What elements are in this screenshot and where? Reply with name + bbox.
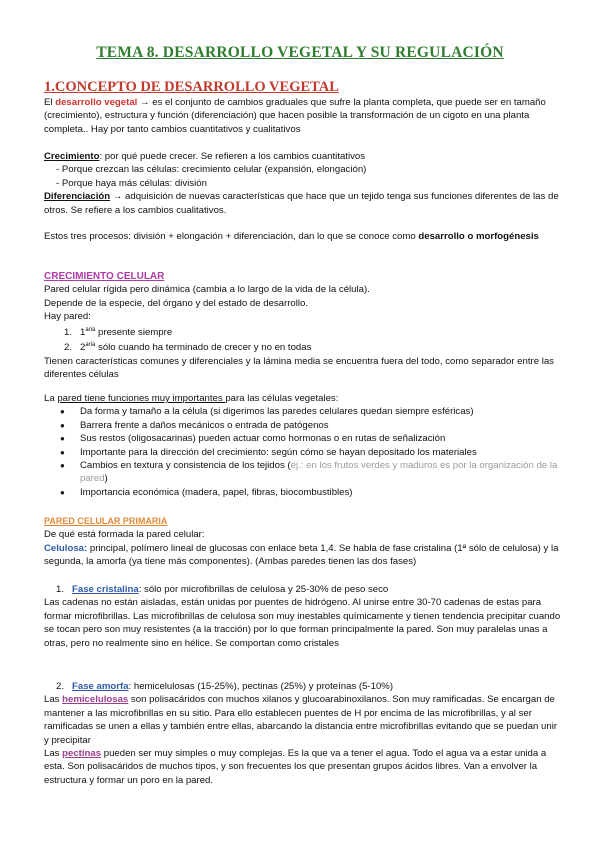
- term-pectinas: pectinas: [62, 748, 102, 760]
- text: Las: [44, 748, 63, 760]
- list-item: - Porque haya más células: división: [56, 177, 207, 189]
- list-number: 1.: [64, 326, 73, 338]
- section-fase-amorfa: [44, 680, 564, 787]
- list-item: - Porque crezcan las células: crecimiento celular (expansión, elongación): [56, 164, 367, 176]
- paragraph-pectinas: [44, 747, 564, 787]
- list-item: [44, 339, 564, 355]
- list-number: 2.: [56, 681, 65, 692]
- funciones-intro: [44, 392, 564, 405]
- list-item: ● Barrera frente a daños mecánicos o entrada de patógenos: [44, 419, 564, 432]
- term-desarrollo-vegetal: desarrollo vegetal: [55, 97, 138, 108]
- text: : por qué puede crecer. Se refieren a los cambios cuantitativos: [99, 151, 366, 162]
- section-fase-cristalina: [44, 583, 564, 650]
- line: Tienen características comunes y diferenciales y la lámina media se encuentra fuera del todo, como separador entre las diferentes células: [44, 355, 554, 381]
- text: → es el conjunto de cambios graduales que sufre la planta completa, que puede ser en tamaño (crecimiento), estructura y función (diferenciación) que hacen posible la transformación de un cigoto en una planta completa.. Hay por tanto cambios cuantitativos y cualitativos: [44, 97, 546, 135]
- list-item: ● Importante para la dirección del crecimiento: según cómo se hayan depositado los materiales: [44, 446, 564, 459]
- list-number: 1.: [56, 584, 65, 595]
- term-diferenciacion: Diferenciación: [44, 191, 111, 203]
- text: pueden ser muy simples o muy complejas. Es la que va a tener el agua. Todo el agua va a estar unida a esta. Son polisacáridos de muchos tipos, y son frecuentes los que presentan grupos ácidos libres. Van a envolver la estructura y formar un poro en la pared.: [44, 748, 547, 786]
- text: son polisacáridos con muchos xilanos y glucoarabinoxilanos. Son muy ramificadas. Se encargan de mantener a las microfibrillas en su sitio. Para ello establecen puentes de H por encima de las microfibrillas, y al ser ramificadas se unen a ellas y también entre ellas, abarcando la distancia entre microfibrillas evitando que se puedan unir y precipitar: [44, 694, 558, 746]
- text: El: [44, 97, 56, 108]
- superscript: aria: [85, 326, 96, 333]
- list-item: ● Sus restos (oligosacarinas) pueden actuar como hormonas o en rutas de señalización: [44, 432, 564, 445]
- funciones-list: [44, 405, 564, 499]
- term-hemicelulosas: hemicelulosas: [62, 694, 129, 706]
- list-item: [44, 324, 564, 340]
- term-crecimiento: Crecimiento: [44, 151, 100, 162]
- text: principal, polímero lineal de glucosas con enlace beta 1,4. Se habla de fase cristalina (1ª sólo de celulosa) y la segunda, la amorfa (ya tiene más componentes). (Ambas paredes tienen las dos fases): [44, 542, 559, 568]
- text: Estos tres procesos: división + elongación + diferenciación, dan lo que se conoce como: [44, 231, 419, 242]
- fase-amorfa-heading: [44, 680, 564, 693]
- paragraph-desarrollo: [44, 96, 564, 136]
- text: 1: [80, 326, 86, 338]
- section-crecimiento-celular: [44, 270, 564, 382]
- paragraph-tres-procesos: [44, 230, 564, 243]
- list-number: 2.: [64, 342, 73, 354]
- term-celulosa: Celulosa:: [44, 542, 88, 554]
- list-item: [44, 459, 564, 486]
- term-morfogenesis: desarrollo o morfogénesis: [418, 231, 539, 242]
- section-heading-crecimiento-celular: CRECIMIENTO CELULAR: [44, 271, 165, 282]
- text: → adquisición de nuevas características que hace que un tejido tenga sus funciones diferentes de las de otros. Se refiere a los cambios cualitativos.: [44, 191, 559, 216]
- term-fase-cristalina: Fase cristalina: [72, 584, 139, 595]
- line: Pared celular rígida pero dinámica (cambia a lo largo de la vida de la célula).: [44, 284, 370, 296]
- list-crecimiento: [44, 163, 564, 190]
- text-example: ej.: en los frutos verdes y maduros es por la organización de la pared: [80, 460, 558, 485]
- line: Hay pared:: [44, 311, 91, 323]
- paragraph-celulosa: [44, 542, 564, 569]
- line: De qué está formada la pared celular:: [44, 529, 205, 541]
- section-heading-concepto: 1.CONCEPTO DE DESARROLLO VEGETAL: [44, 79, 339, 95]
- line: Depende de la especie, del órgano y del estado de desarrollo.: [44, 297, 309, 309]
- text-underlined: pared tiene funciones muy importantes: [57, 393, 226, 404]
- section-pared-primaria: [44, 515, 564, 569]
- text: 2: [80, 342, 86, 354]
- text: Las: [44, 694, 63, 706]
- pared-list: [44, 324, 564, 355]
- paragraph-hemicelulosas: [44, 693, 564, 747]
- text: presente siempre: [95, 326, 173, 338]
- term-fase-amorfa: Fase amorfa: [72, 681, 129, 692]
- text: Cambios en textura y consistencia de los tejidos (: [80, 460, 291, 472]
- text: : sólo por microfibrillas de celulosa y 25-30% de peso seco: [138, 584, 389, 595]
- fase-cristalina-heading: [44, 583, 564, 596]
- text: ): [104, 473, 108, 485]
- superscript: aria: [85, 342, 96, 349]
- paragraph-crecimiento: [44, 150, 564, 217]
- text: sólo cuando ha terminado de crecer y no en todas: [95, 342, 312, 354]
- list-item: ● Da forma y tamaño a la célula (si digerimos las paredes celulares quedan siempre esféricas): [44, 405, 564, 418]
- text: : hemicelulosas (15-25%), pectinas (25%) y proteínas (5-10%): [128, 681, 394, 692]
- text: La: [44, 393, 58, 404]
- text: para las células vegetales:: [225, 393, 339, 404]
- paragraph-fase-cristalina: Las cadenas no están aisladas, están unidas por puentes de hidrógeno. Al unirse entre 30-70 cadenas de estas para formar microfibrillas. Las microfibrillas de celulosa son muy inestables químicamente y tienen tendencia precipitar cuando se tocan pero son muy resistentes (a la tracción) por lo que forman principalmente la pared. Son muy paralelas unas a otras, pero no realmente sino en hélice. Se comportan como cristales: [44, 597, 561, 649]
- section-funciones: [44, 392, 564, 499]
- document-title: TEMA 8. DESARROLLO VEGETAL Y SU REGULACIÓN: [96, 44, 504, 61]
- list-item: ● Importancia económica (madera, papel, fibras, biocombustibles): [44, 486, 564, 499]
- section-heading-pared-primaria: PARED CELULAR PRIMARIA: [44, 516, 168, 526]
